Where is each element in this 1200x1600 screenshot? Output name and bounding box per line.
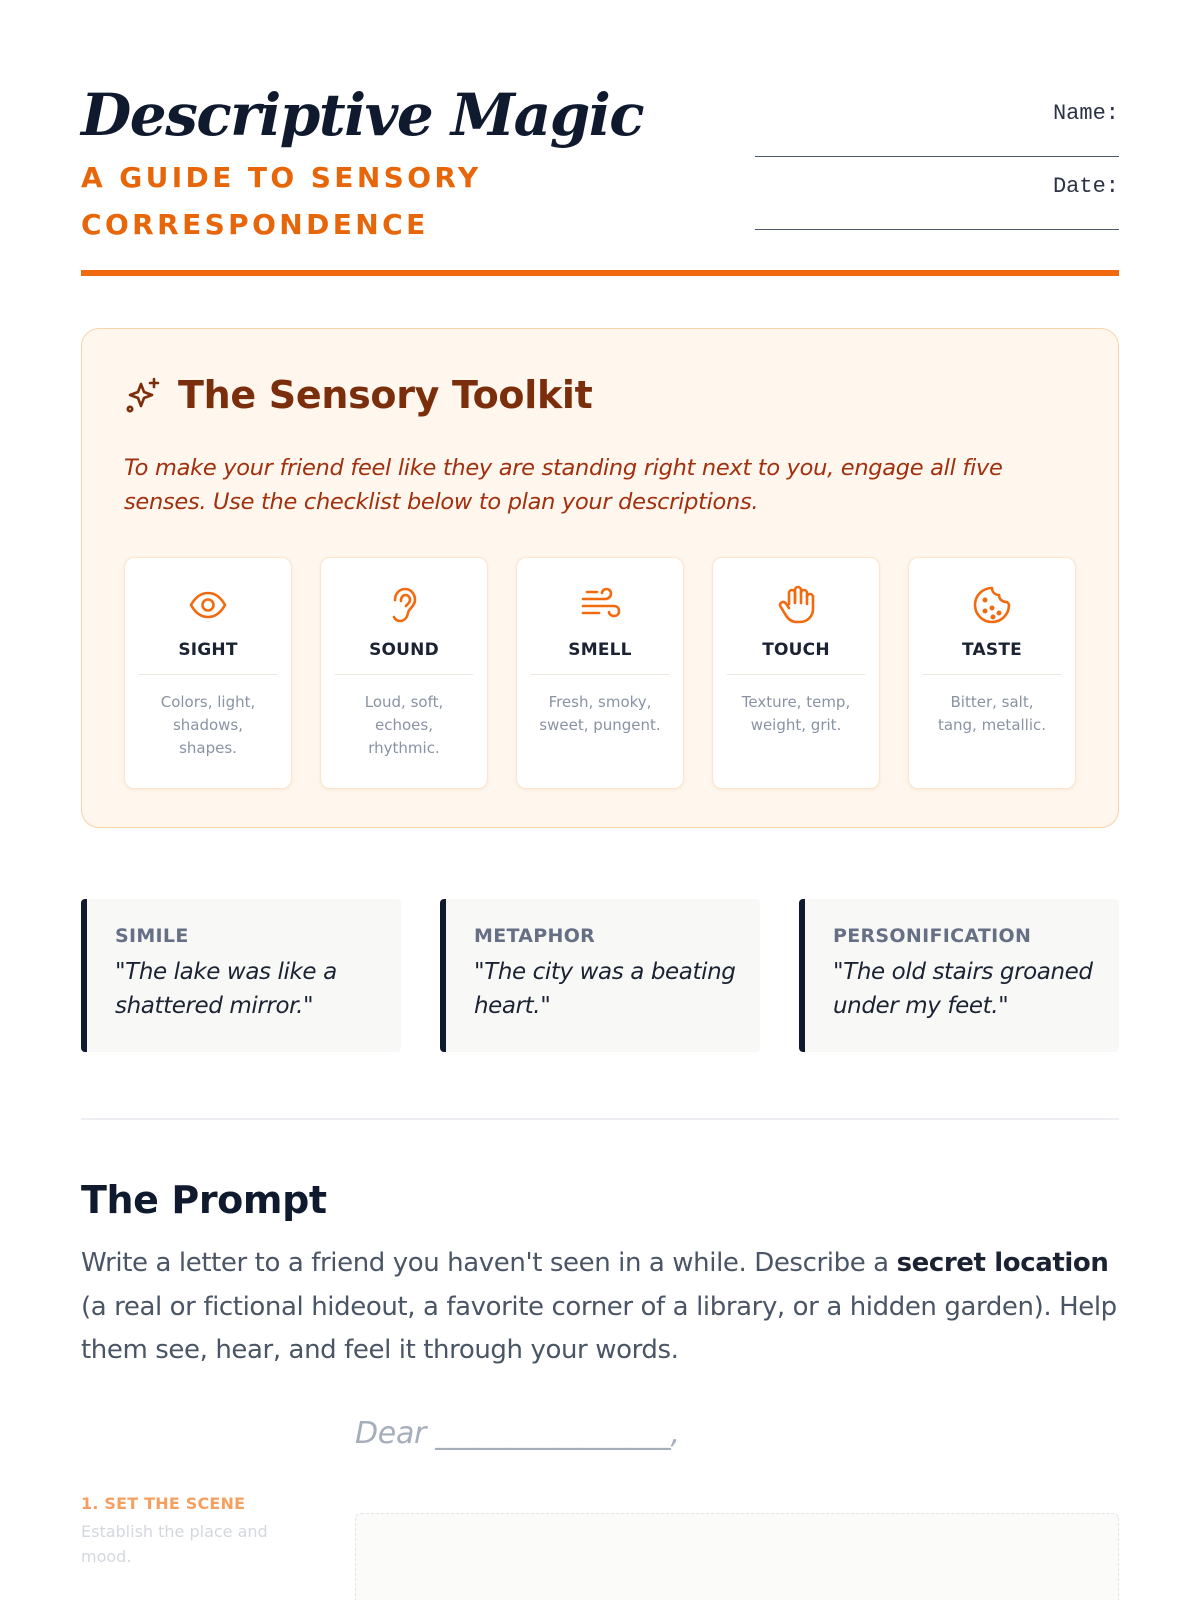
sense-name: SMELL [568,640,632,660]
name-field[interactable] [755,128,1119,157]
wind-icon [579,584,621,626]
cookie-icon [971,584,1013,626]
sense-card-sight [124,557,292,789]
sense-description: Colors, light, shadows, shapes. [160,693,256,757]
sensory-toolkit-panel [81,328,1119,828]
device-label: PERSONIFICATION [833,925,1032,947]
sense-divider [923,674,1061,675]
eye-icon [187,584,229,626]
prompt-title: The Prompt [81,1178,327,1222]
prompt-text-end: (a real or fictional hideout, a favorite corner of a library, or a hidden garden). Help them see, hear, and feel it through your words. [81,1291,1117,1365]
device-card-personification [799,899,1119,1052]
sense-divider [531,674,669,675]
header-divider [81,270,1119,276]
sense-divider [727,674,865,675]
sense-card-smell [516,557,684,789]
sense-divider [139,674,277,675]
sense-description: Fresh, smoky, sweet, pungent. [539,693,661,734]
name-label: Name: [1052,101,1119,126]
senses-checklist [124,557,1076,791]
prompt-emphasis: secret location [896,1248,1109,1278]
sense-name: TASTE [962,640,1022,660]
scene-writing-area[interactable] [355,1513,1119,1600]
prompt-text-start: Write a letter to a friend you haven't seen in a while. Describe a [81,1248,897,1278]
step-description: Establish the place and mood. [81,1522,268,1566]
page-header [81,80,1119,276]
device-card-simile [81,899,401,1052]
sparkles-icon [124,375,164,415]
sense-name: SOUND [369,640,439,660]
date-field[interactable] [755,201,1119,230]
toolkit-heading [124,373,593,417]
sense-card-touch [712,557,880,789]
literary-devices [81,899,1119,1052]
device-label: SIMILE [115,925,189,947]
sense-name: SIGHT [178,640,238,660]
sense-description: Texture, temp, weight, grit. [741,693,851,734]
sense-description: Bitter, salt, tang, metallic. [937,693,1047,734]
sense-card-taste [908,557,1076,789]
letter-salutation: Dear ________________, [355,1416,680,1451]
toolkit-intro: To make your friend feel like they are standing right next to you, engage all five senses. Use the checklist below to plan your descriptions. [124,455,1003,515]
sense-description: Loud, soft, echoes, rhythmic. [364,693,444,757]
toolkit-title: The Sensory Toolkit [178,373,593,417]
ear-icon [383,584,425,626]
step-title: 1. SET THE SCENE [81,1494,246,1513]
device-example: "The lake was like a shattered mirror." [115,959,337,1019]
sense-card-sound [320,557,488,789]
page-title: Descriptive Magic [81,81,644,149]
device-label: METAPHOR [474,925,596,947]
sense-name: TOUCH [762,640,830,660]
page-subtitle: A GUIDE TO SENSORY CORRESPONDENCE [81,161,482,241]
device-example: "The old stairs groaned under my feet." [833,959,1093,1019]
date-label: Date: [1052,174,1119,199]
student-fields [755,100,1119,246]
device-example: "The city was a beating heart." [474,959,736,1019]
hand-icon [775,584,817,626]
sense-divider [335,674,473,675]
section-divider [81,1118,1119,1120]
step-set-the-scene [81,1494,281,1569]
prompt-text [81,1242,1119,1373]
device-card-metaphor [440,899,760,1052]
